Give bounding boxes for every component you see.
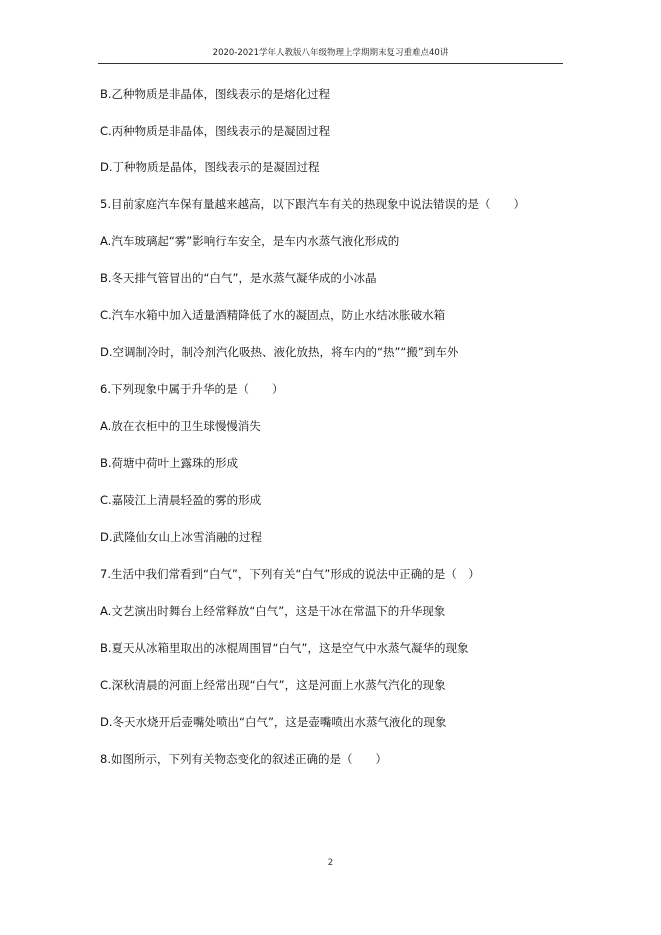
- question-line: 8.如图所示，下列有关物态变化的叙述正确的是（ ）: [100, 752, 387, 766]
- option-line: C.嘉陵江上清晨轻盈的雾的形成: [100, 493, 262, 507]
- header-title: 2020-2021学年人教版八年级物理上学期期末复习重难点40讲: [212, 48, 449, 58]
- page-header: [98, 45, 563, 64]
- option-line: B.夏天从冰箱里取出的冰棍周围冒“白气”，这是空气中水蒸气凝华的现象: [100, 641, 469, 655]
- option-line: D.丁种物质是晶体，图线表示的是凝固过程: [100, 160, 320, 174]
- option-line: D.武隆仙女山上冰雪消融的过程: [100, 530, 263, 544]
- question-line: 6.下列现象中属于升华的是（ ）: [100, 382, 284, 396]
- option-line: C.汽车水箱中加入适量酒精降低了水的凝固点，防止水结冰胀破水箱: [100, 308, 446, 322]
- option-line: A.放在衣柜中的卫生球慢慢消失: [100, 419, 261, 433]
- question-line: 7.生活中我们常看到“白气”，下列有关“白气”形成的说法中正确的是（ ）: [100, 567, 480, 581]
- question-line: 5.目前家庭汽车保有量越来越高，以下跟汽车有关的热现象中说法错误的是（ ）: [100, 197, 525, 211]
- option-line: D.冬天水烧开后壶嘴处喷出“白气”，这是壶嘴喷出水蒸气液化的现象: [100, 715, 447, 729]
- option-line: A.文艺演出时舞台上经常释放“白气”，这是干冰在常温下的升华现象: [100, 604, 446, 618]
- option-line: C.深秋清晨的河面上经常出现“白气”，这是河面上水蒸气汽化的现象: [100, 678, 446, 692]
- option-line: C.丙种物质是非晶体，图线表示的是凝固过程: [100, 124, 331, 138]
- option-line: B.荷塘中荷叶上露珠的形成: [100, 456, 239, 470]
- option-line: B.乙种物质是非晶体，图线表示的是熔化过程: [100, 87, 331, 101]
- page-number: 2: [327, 858, 334, 868]
- option-line: A.汽车玻璃起“雾”影响行车安全，是车内水蒸气液化形成的: [100, 234, 400, 248]
- option-line: B.冬天排气管冒出的“白气”，是水蒸气凝华成的小冰晶: [100, 271, 377, 285]
- option-line: D.空调制冷时，制冷剂汽化吸热、液化放热，将车内的“热”“搬”到车外: [100, 345, 459, 359]
